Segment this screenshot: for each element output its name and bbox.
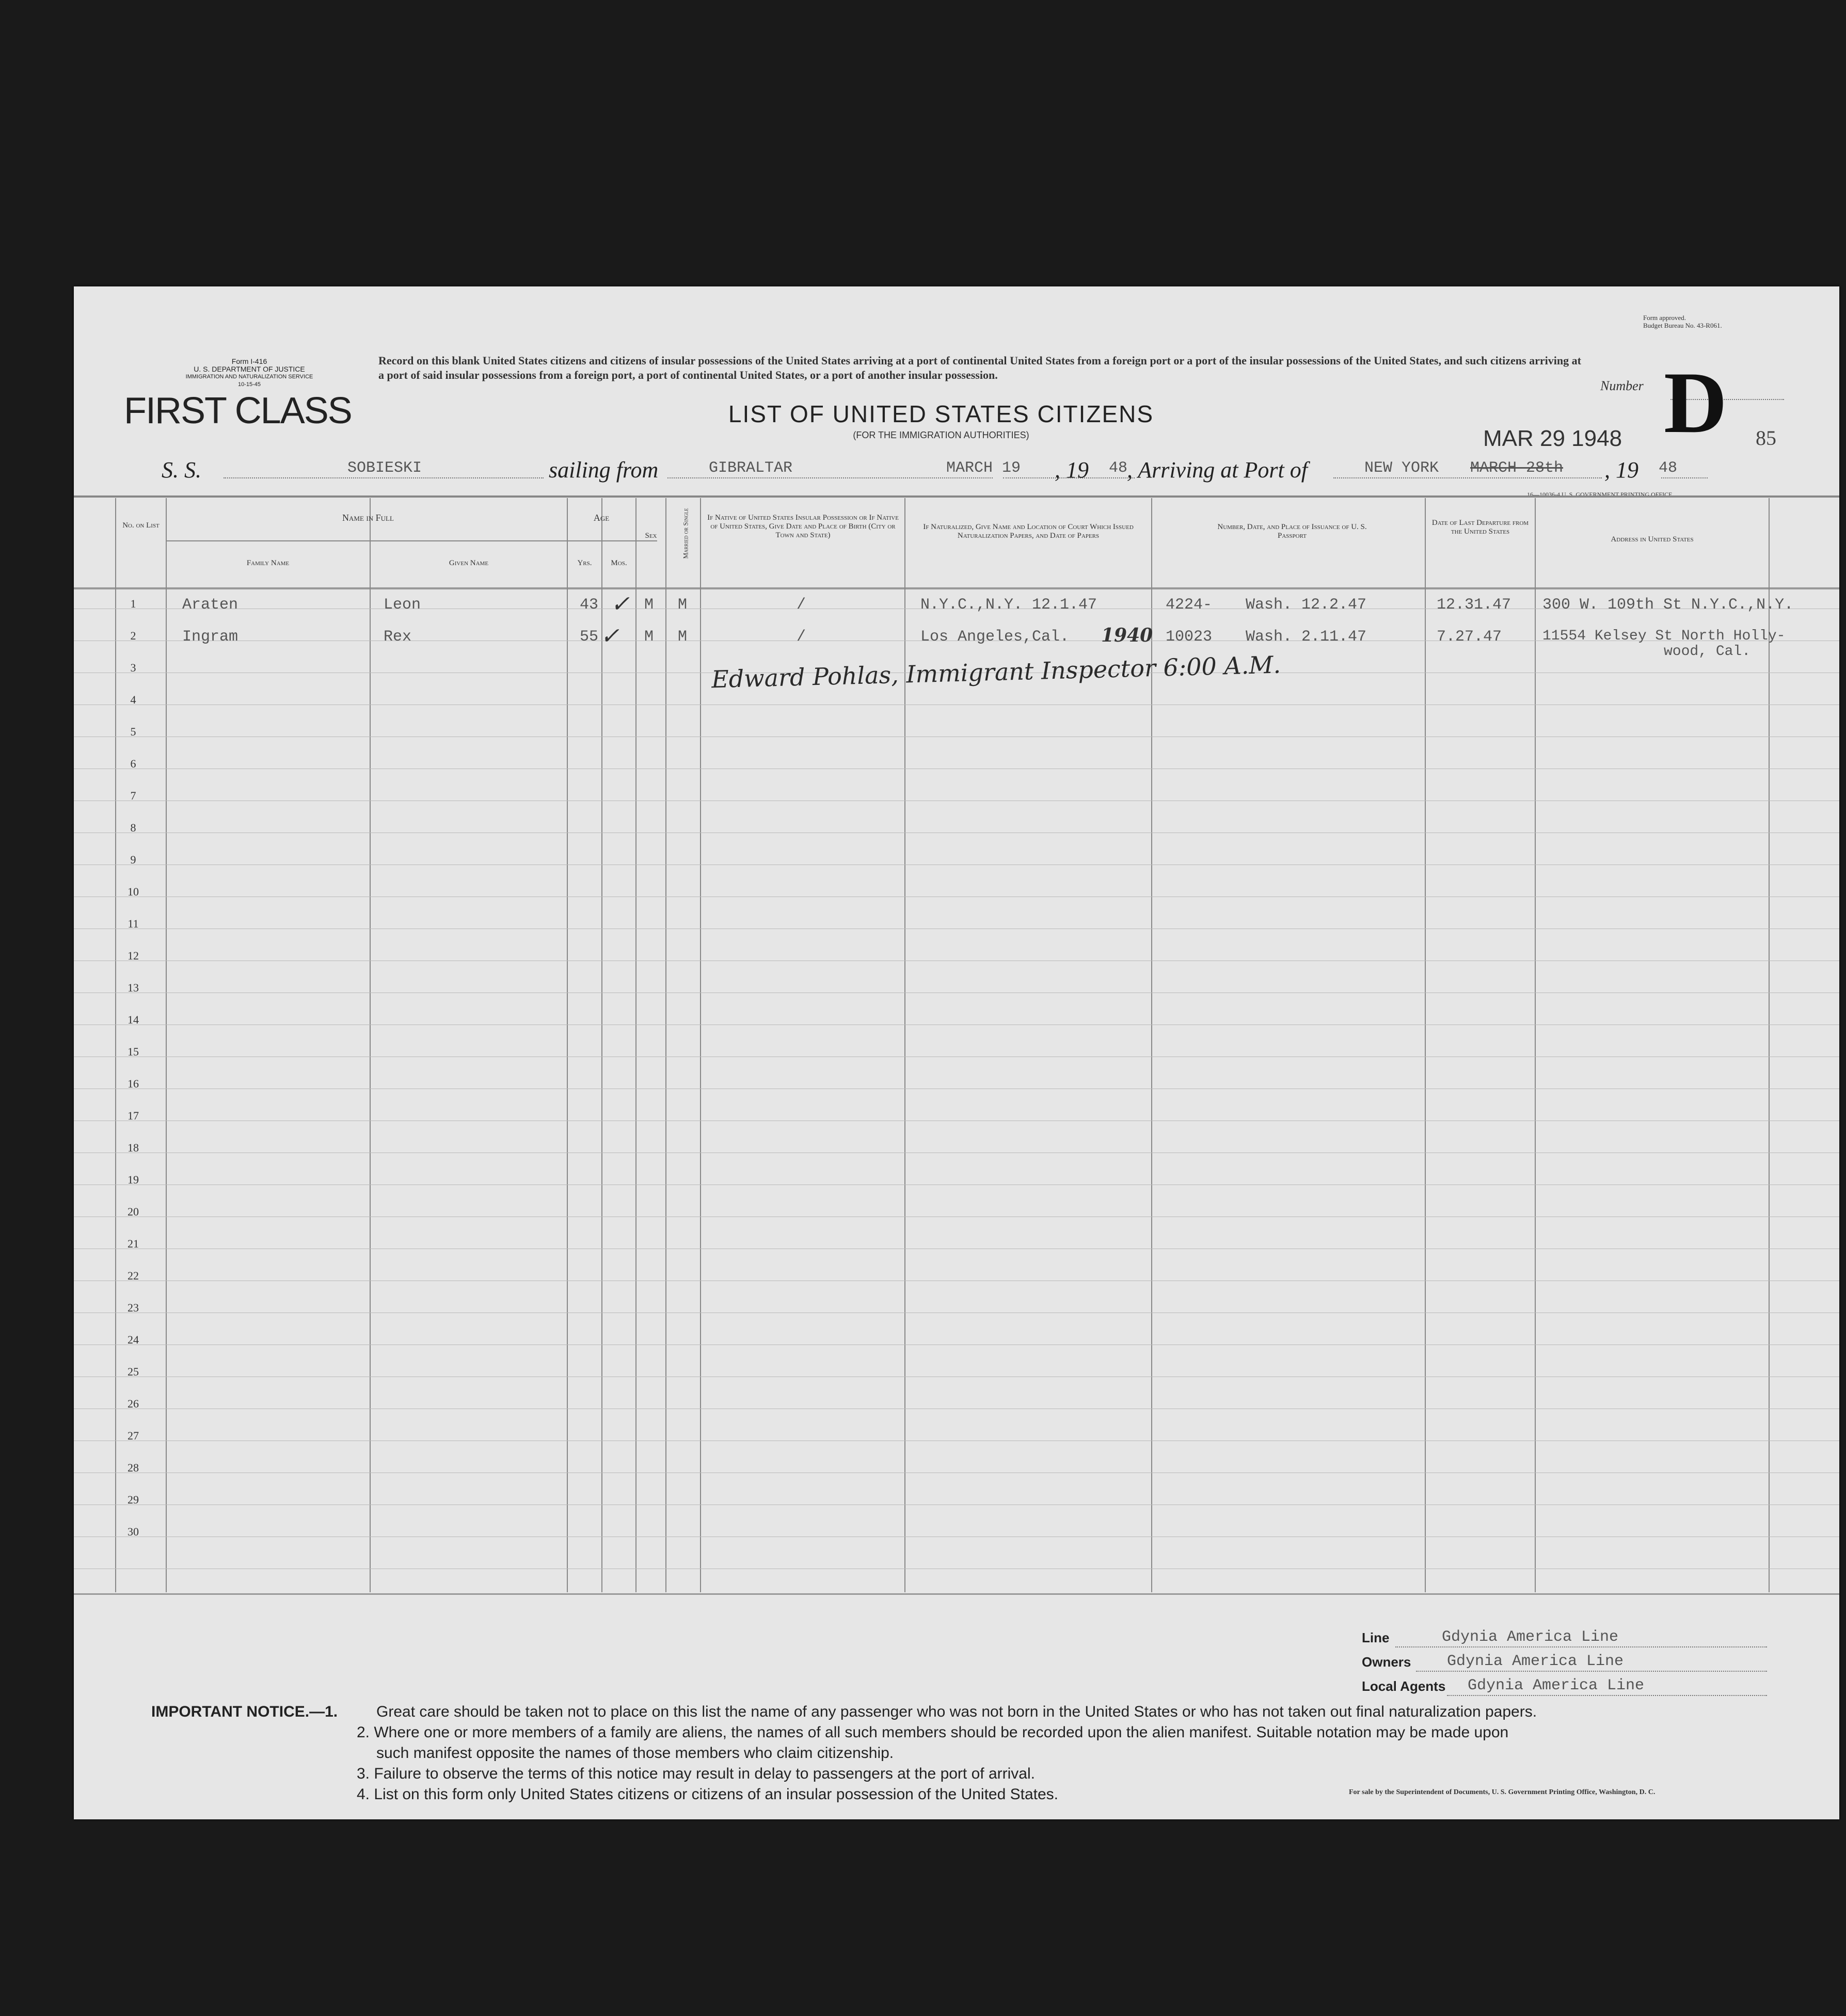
line-field [1395, 1646, 1767, 1647]
row-number: 13 [128, 981, 139, 994]
row-1-passport-place: Wash. 12.2.47 [1246, 596, 1367, 614]
number-value: D [1664, 354, 1727, 451]
row-number: 6 [130, 757, 136, 770]
row-1-yrs: 43 [580, 596, 599, 614]
row-1-sex: M [644, 596, 654, 614]
row-number: 30 [128, 1525, 139, 1538]
header-age: Age [593, 513, 610, 523]
notice-label: IMPORTANT NOTICE.—1. [151, 1703, 338, 1720]
row-number: 1 [130, 597, 136, 610]
row-number: 4 [130, 693, 136, 706]
row-number: 18 [128, 1141, 139, 1154]
manifest-sheet [74, 286, 1839, 1819]
header-passport: Number, Date, and Place of Issuance of U. S. Passport [1217, 523, 1367, 540]
department: U. S. DEPARTMENT OF JUSTICE [194, 365, 305, 373]
row-number: 26 [128, 1397, 139, 1410]
row-2-address-cont: wood, Cal. [1664, 644, 1751, 660]
row-number: 15 [128, 1045, 139, 1058]
notice-item-3: 3. Failure to observe the terms of this notice may result in delay to passengers at the port of arrival. [357, 1765, 1035, 1782]
row-number: 17 [128, 1109, 139, 1122]
document-title: LIST OF UNITED STATES CITIZENS [728, 401, 1154, 427]
row-2-given: Rex [384, 628, 412, 646]
header-naturalized: If Naturalized, Give Name and Location of Court Which Issued Naturalization Papers, and Date of Papers [923, 523, 1134, 540]
notice-item-2-cont: such manifest opposite the names of those members who claim citizenship. [376, 1745, 894, 1762]
from-port: GIBRALTAR [709, 459, 793, 477]
owners-label: Owners [1362, 1654, 1411, 1670]
row-number: 11 [128, 917, 139, 930]
inspector-signature: Edward Pohlas, Immigrant Inspector 6:00 A.M. [711, 650, 1281, 694]
arrival-date-struck: MARCH 28th [1470, 459, 1564, 477]
sale-notice: For sale by the Superintendent of Documents, U. S. Government Printing Office, Washington, D. C. [1349, 1788, 1656, 1796]
line-value: Gdynia America Line [1442, 1628, 1619, 1646]
year-prefix-2: , 19 [1604, 457, 1638, 483]
form-id-block [182, 358, 316, 389]
col-line [166, 498, 167, 1592]
grid-bottom-rule [74, 1593, 1839, 1595]
agents-field [1447, 1695, 1767, 1696]
row-number: 16 [128, 1077, 139, 1090]
row-2-family: Ingram [182, 628, 238, 646]
owners-value: Gdynia America Line [1447, 1653, 1624, 1670]
row-number: 22 [128, 1269, 139, 1282]
row-number: 8 [130, 821, 136, 834]
sail-year: 48 [1109, 459, 1128, 477]
row-number: 19 [128, 1173, 139, 1186]
ss-label: S. S. [162, 457, 201, 483]
col-line [1425, 498, 1426, 1592]
header-mos: Mos. [611, 559, 627, 567]
col-line [601, 498, 602, 1592]
service-name: IMMIGRATION AND NATURALIZATION SERVICE [185, 374, 313, 380]
line-label: Line [1362, 1630, 1390, 1645]
row-2-married: M [678, 628, 688, 646]
row-1-married: M [678, 596, 688, 614]
row-number: 27 [128, 1429, 139, 1442]
row-1-mos-check: ✓ [611, 591, 630, 617]
header-top-rule [74, 495, 1839, 498]
header-given: Given Name [449, 559, 489, 567]
row-2-yrs: 55 [580, 628, 599, 646]
document-subtitle: (FOR THE IMMIGRATION AUTHORITIES) [853, 430, 1029, 440]
row-number: 25 [128, 1365, 139, 1378]
row-1-family: Araten [182, 596, 238, 614]
budget-text: Budget Bureau No. 43-R061. [1643, 322, 1722, 329]
row-number: 3 [130, 661, 136, 674]
notice-item-4: 4. List on this form only United States citizens or citizens of an insular possession of the United States. [357, 1786, 1059, 1803]
header-yrs: Yrs. [577, 559, 592, 567]
col-line [370, 498, 371, 1592]
row-2-passport-place: Wash. 2.11.47 [1246, 628, 1367, 646]
form-date: 10-15-45 [237, 381, 261, 388]
row-2-naturalized: Los Angeles,Cal. [920, 628, 1070, 646]
header-departure: Date of Last Departure from the United States [1431, 519, 1529, 536]
agents-value: Gdynia America Line [1468, 1677, 1645, 1694]
row-number: 28 [128, 1461, 139, 1474]
row-2-passport-no: 10023 [1166, 628, 1213, 646]
row-number: 20 [128, 1205, 139, 1218]
header-married: Married or Single [681, 508, 690, 559]
arriving-label: , Arriving at Port of [1127, 457, 1308, 483]
approval-block [1643, 314, 1722, 329]
sail-date: MARCH 19 [946, 459, 1021, 477]
year-prefix: , 19 [1055, 457, 1089, 483]
row-number: 14 [128, 1013, 139, 1026]
row-number: 10 [128, 885, 139, 898]
col-line [665, 498, 666, 1592]
page-number: 85 [1756, 426, 1776, 450]
row-1-native: / [797, 596, 806, 614]
arrival-year-line [1661, 477, 1708, 478]
row-2-native: / [797, 628, 806, 646]
arrival-port-line [1333, 477, 1602, 478]
row-number: 5 [130, 725, 136, 738]
header-bottom-rule [74, 587, 1839, 589]
row-number: 7 [130, 789, 136, 802]
header-address: Address in United States [1611, 535, 1694, 543]
ship-name: SOBIESKI [347, 459, 422, 477]
row-2-sex: M [644, 628, 654, 646]
row-1-departure: 12.31.47 [1437, 596, 1511, 614]
row-number: 29 [128, 1493, 139, 1506]
row-number: 2 [130, 629, 136, 642]
row-2-naturalized-year: 1940 [1101, 625, 1153, 646]
form-number: Form I-416 [231, 357, 267, 365]
header-no: No. on List [122, 521, 160, 530]
col-line [700, 498, 701, 1592]
row-1-passport-no: 4224- [1166, 596, 1213, 614]
row-2-departure: 7.27.47 [1437, 628, 1502, 646]
arrival-port: NEW YORK [1364, 459, 1439, 477]
from-port-line [667, 477, 993, 478]
printing-office: 16—10036-4 U. S. GOVERNMENT PRINTING OFFICE [1527, 491, 1673, 498]
row-number: 9 [130, 853, 136, 866]
header-family: Family Name [246, 559, 290, 567]
intro-text: Record on this blank United States citizens and citizens of insular possessions of the United States arriving at a port of continental United States from a foreign port or a port of the insular possessions of the United States, and such citizens arriving at a port of said insular possessions from a foreign port, a port of continental United States, or a port of another insular possession. [378, 354, 1581, 381]
col-line [635, 498, 636, 1592]
row-number: 24 [128, 1333, 139, 1346]
notice-item-2: 2. Where one or more members of a family are aliens, the names of all such members should be recorded upon the alien manifest. Suitable notation may be made upon [357, 1724, 1509, 1741]
row-1-given: Leon [384, 596, 421, 614]
row-number: 12 [128, 949, 139, 962]
row-2-mos-check: ✓ [600, 623, 619, 649]
col-line [1535, 498, 1536, 1592]
received-stamp: MAR 29 1948 [1483, 426, 1622, 451]
row-number: 23 [128, 1301, 139, 1314]
name-subheader-rule [167, 540, 657, 541]
row-1-address: 300 W. 109th St N.Y.C.,N.Y. [1542, 596, 1794, 614]
arrival-year: 48 [1659, 459, 1678, 477]
header-sex: Sex [645, 532, 657, 540]
approval-text: Form approved. [1643, 314, 1686, 322]
notice-item-1: Great care should be taken not to place on this list the name of any passenger who was not born in the United States or who has not taken out final naturalization papers. [376, 1703, 1537, 1720]
sailing-label: sailing from [549, 457, 659, 483]
col-line [567, 498, 568, 1592]
header-name-in-full: Name in Full [342, 513, 394, 523]
ship-name-line [224, 477, 544, 478]
agents-label: Local Agents [1362, 1678, 1446, 1694]
owners-field [1416, 1671, 1767, 1672]
header-native: If Native of United States Insular Possession or If Native of United States, Give Date and Place of Birth (City or Town and State) [707, 514, 899, 539]
row-2-address: 11554 Kelsey St North Holly- [1542, 628, 1786, 644]
class-label: FIRST CLASS [124, 390, 352, 431]
number-label: Number [1600, 378, 1644, 393]
col-line [1769, 498, 1770, 1592]
row-1-naturalized: N.Y.C.,N.Y. 12.1.47 [920, 596, 1097, 614]
row-number: 21 [128, 1237, 139, 1250]
